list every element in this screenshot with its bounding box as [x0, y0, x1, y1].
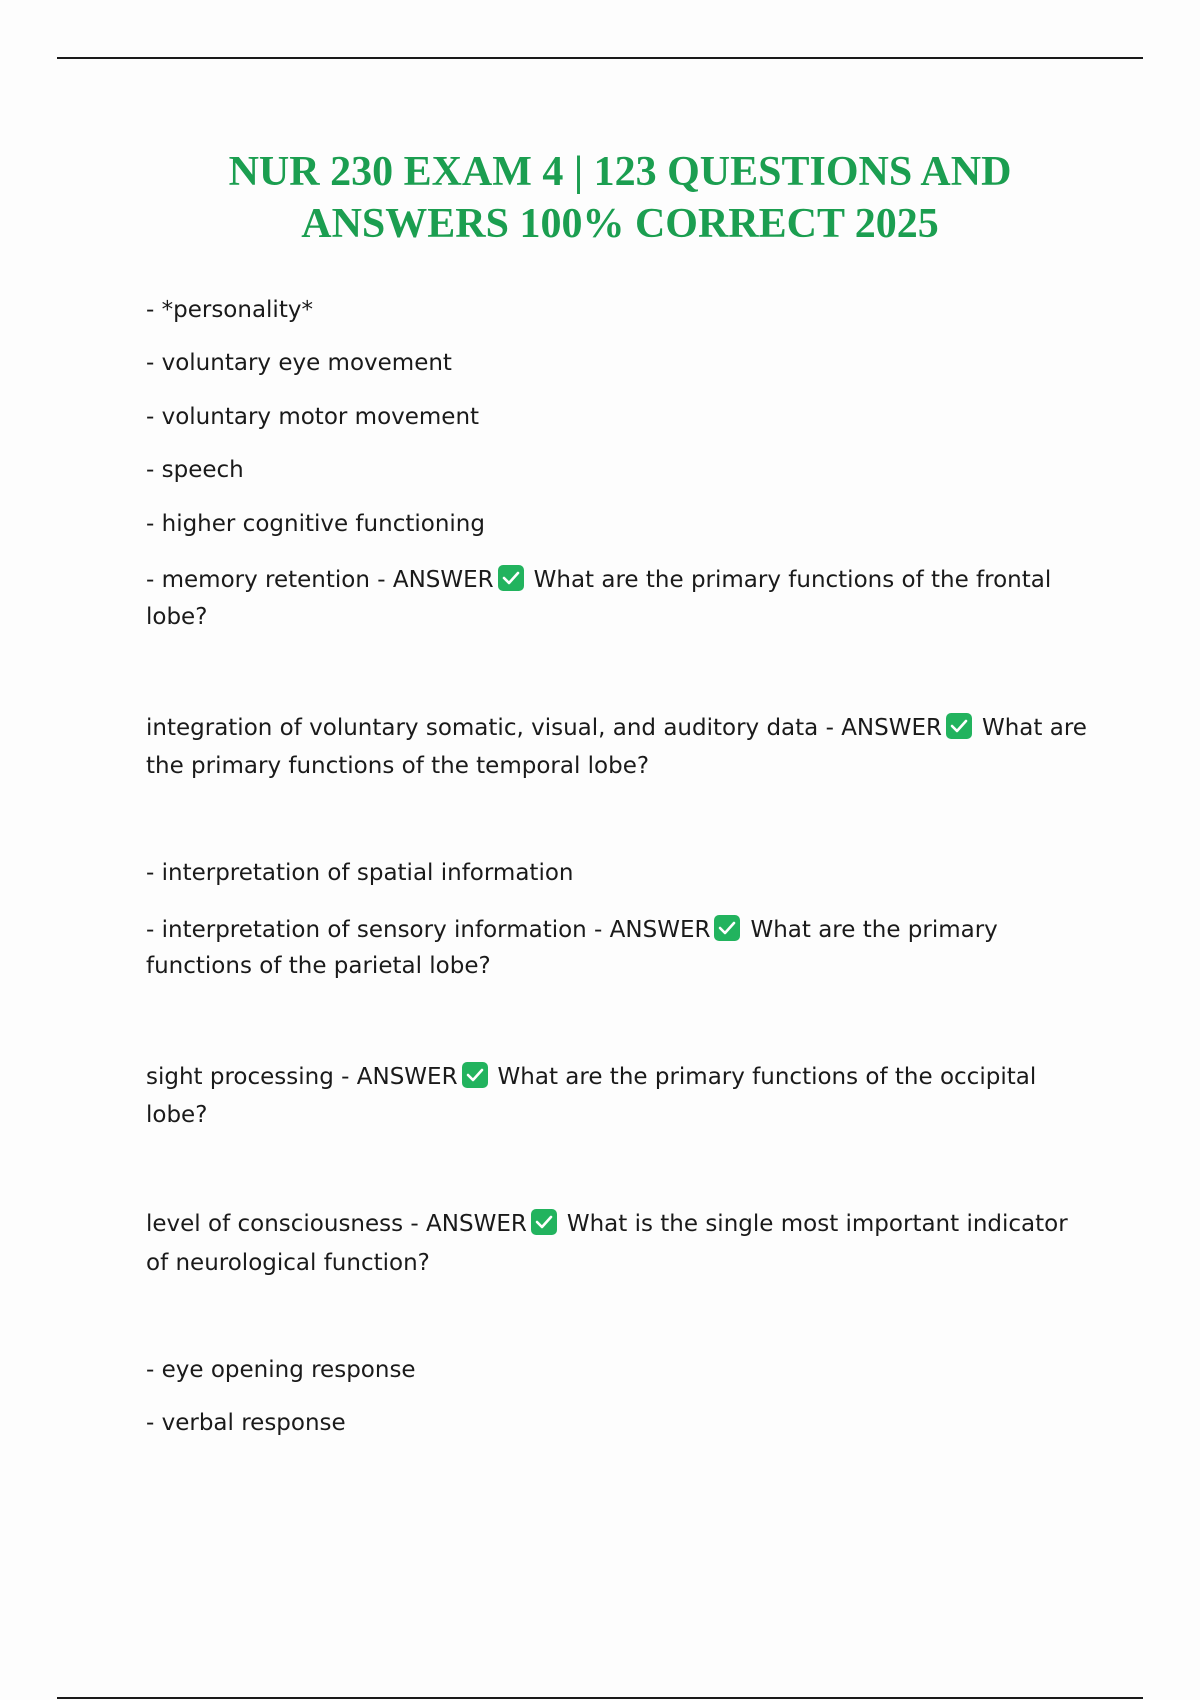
- text-line: lobe?: [146, 604, 208, 630]
- question-text: What are the primary functions of the frontal: [533, 567, 1052, 593]
- answer-text: integration of voluntary somatic, visual, and auditory data - ANSWER: [146, 715, 942, 741]
- title-line-2: ANSWERS 100% CORRECT 2025: [301, 201, 939, 247]
- answer-text: sight processing - ANSWER: [146, 1064, 458, 1090]
- text-line: - voluntary motor movement: [146, 404, 480, 430]
- text-line: lobe?: [146, 1102, 208, 1128]
- top-rule: [57, 57, 1143, 59]
- answer-line: [146, 562, 1086, 599]
- bottom-rule: [57, 1697, 1143, 1699]
- text-line: - eye opening response: [146, 1357, 416, 1383]
- check-box-icon: [498, 565, 524, 591]
- question-text: What are the primary functions of the occipital: [497, 1064, 1037, 1090]
- page-title: [120, 146, 1120, 250]
- check-box-icon: [714, 915, 740, 941]
- text-line: the primary functions of the temporal lobe?: [146, 753, 650, 779]
- text-line: of neurological function?: [146, 1250, 430, 1276]
- text-line: - higher cognitive functioning: [146, 511, 485, 537]
- text-line: - voluntary eye movement: [146, 350, 452, 376]
- check-box-icon: [531, 1209, 557, 1235]
- answer-text: level of consciousness - ANSWER: [146, 1211, 527, 1237]
- text-line: - speech: [146, 457, 244, 483]
- answer-line: [146, 710, 1086, 747]
- answer-line: [146, 1206, 1086, 1243]
- check-box-icon: [946, 713, 972, 739]
- answer-text: - interpretation of sensory information - ANSWER: [146, 917, 711, 943]
- question-text: What are: [981, 715, 1087, 741]
- answer-text: - memory retention - ANSWER: [146, 567, 494, 593]
- answer-line: [146, 912, 1086, 949]
- title-line-1: NUR 230 EXAM 4 | 123 QUESTIONS AND: [228, 149, 1012, 195]
- text-line: - *personality*: [146, 297, 313, 323]
- text-line: - verbal response: [146, 1410, 346, 1436]
- answer-line: [146, 1059, 1086, 1096]
- text-line: - interpretation of spatial information: [146, 860, 574, 886]
- question-text: What is the single most important indicator: [566, 1211, 1068, 1237]
- question-text: What are the primary: [750, 917, 998, 943]
- text-line: functions of the parietal lobe?: [146, 953, 491, 979]
- check-box-icon: [462, 1062, 488, 1088]
